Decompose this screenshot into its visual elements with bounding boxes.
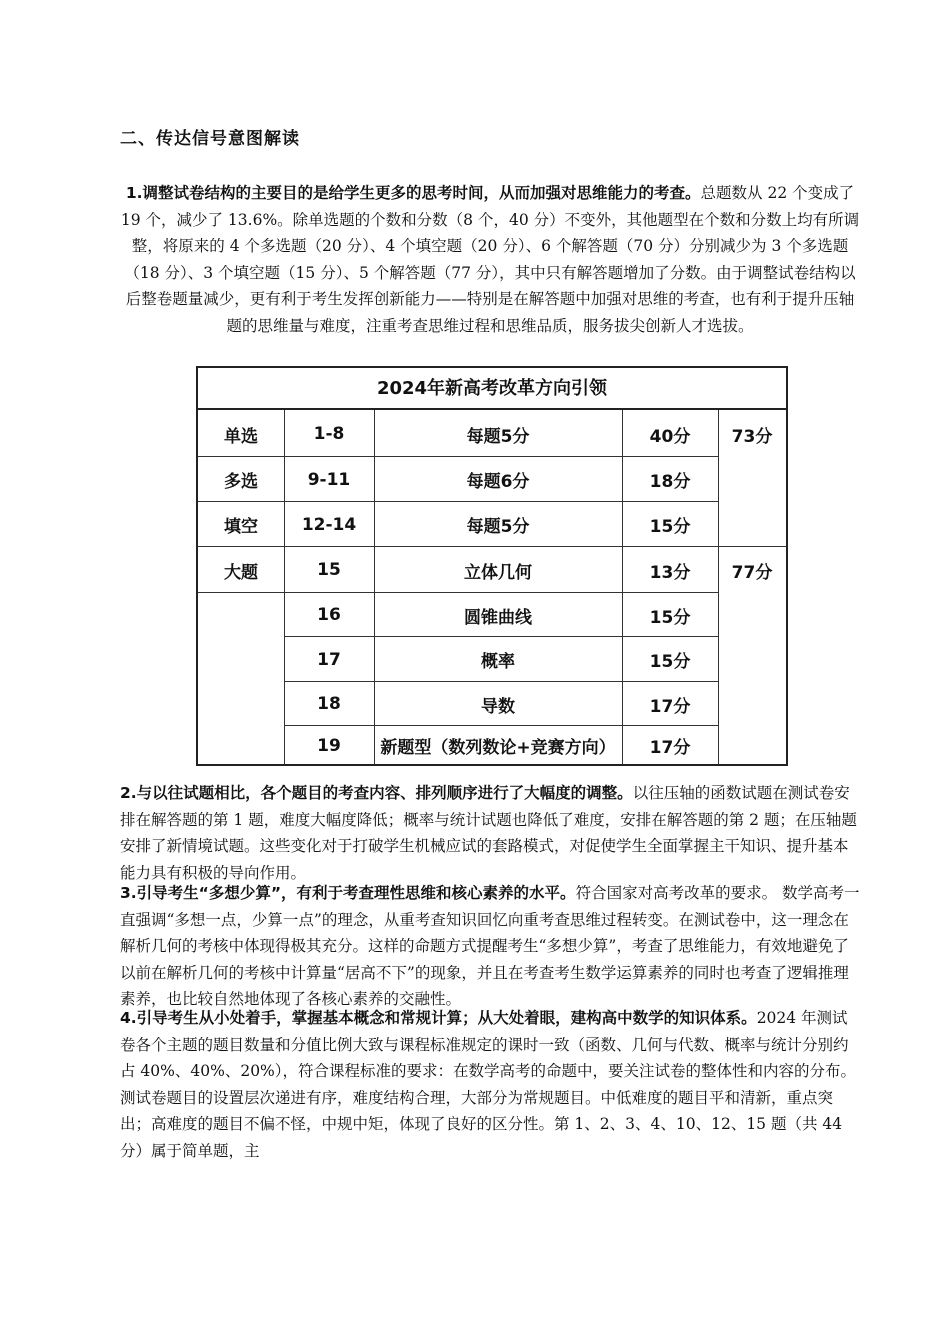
- table-cell-range: 17: [317, 649, 341, 670]
- paragraph-2-body: 以往压轴的函数试题在测试卷安排在解答题的第 1 题，难度大幅度降低；概率与统计试题也降低了难度，安排在解答题的第 2 题；在压轴题安排了新情境试题。这些变化对于打破学生机械应试的套路模式，对促使学生全面掌握主干知识、提升基本能力具有积极的导向作用。: [120, 784, 857, 882]
- paragraph-3-body: 符合国家对高考改革的要求。 数学高考一直强调“多想一点，少算一点”的理念，从重考查知识回忆向重考查思维过程转变。在测试卷中，这一理念在解析几何的考核中体现得极其充分。这样的命题方式提醒考生“多想少算”，考查了思维能力，有效地避免了以前在解析几何的考核中计算量“居高不下”的现象，并且在考查考生数学运算素养的同时也考查了逻辑推理素养，也比较自然地体现了各核心素养的交融性。: [120, 884, 860, 1008]
- table-cell-score: 13分: [649, 562, 691, 583]
- paragraph-4-lead: 4.引导考生从小处着手，掌握基本概念和常规计算；从大处着眼，建构高中数学的知识体系。: [120, 1009, 757, 1027]
- paragraph-1-lead: 1.调整试卷结构的主要目的是给学生更多的思考时间，从而加强对思维能力的考查。: [125, 184, 701, 202]
- table-cell-type: [198, 638, 284, 681]
- table-cell-type: 多选: [224, 472, 258, 492]
- table-cell-range: 15: [317, 560, 341, 580]
- paragraph-3: [120, 880, 860, 1013]
- table-cell-desc: 立体几何: [464, 562, 532, 583]
- table-cell-score: 18分: [649, 472, 691, 492]
- table-cell-desc: 导数: [481, 696, 515, 717]
- table-cell-desc: 每题6分: [466, 472, 530, 492]
- table-cell-score: 17分: [649, 696, 691, 717]
- table-cell-score: 17分: [649, 738, 691, 758]
- paragraph-4-body: 2024 年测试卷各个主题的题目数量和分值比例大致与课程标准规定的课时一致（函数、几何与代数、概率与统计分别约占 40%、40%、20%），符合课程标准的要求：在数学高考的命题中，要关注试卷的整体性和内容的分布。测试卷题目的设置层次递进有序，难度结构合理，大部分为常规题目。中低难度的题目平和清新，重点突出；高难度的题目不偏不怪，中规中矩，体现了良好的区分性。第 1、2、3、4、10、12、15 题（共 44 分）属于简单题，主: [120, 1009, 857, 1160]
- table-total-part1: 73分: [731, 426, 773, 447]
- table-cell-type: [198, 683, 284, 725]
- table-cell-type: [198, 727, 284, 764]
- table-cell-desc: 概率: [481, 652, 515, 672]
- table-cell-score: 15分: [649, 517, 691, 537]
- table-cell-range: 18: [317, 694, 341, 714]
- table-cell-desc: 每题5分: [466, 426, 530, 447]
- paragraph-1: [120, 180, 860, 339]
- paragraph-1-body: 总题数从 22 个变成了 19 个，减少了 13.6%。除单选题的个数和分数（8 个，40 分）不变外，其他题型在个数和分数上均有所调整，将原来的 4 个多选题（20 分）、4 个填空题（20 分）、6 个解答题（70 分）分别减少为 3 个多选题（18 分）、3 个填空题（15 分）、5 个解答题（77 分），其中只有解答题增加了分数。由于调整试卷结构以后整卷题量减少，更有利于考生发挥创新能力——特别是在解答题中加强对思维的考查，也有利于提升压轴题的思维量与难度，注重考查思维过程和思维品质，服务拔尖创新人才选拔。: [120, 184, 860, 335]
- table-cell-range: 16: [317, 605, 341, 625]
- table-cell-type: 大题: [224, 563, 258, 583]
- table-cell-desc: 圆锥曲线: [464, 607, 532, 628]
- paragraph-4: [120, 1005, 860, 1164]
- table-cell-type: 单选: [224, 426, 258, 447]
- table-cell-type: 填空: [224, 517, 258, 537]
- table-total-part2: 77分: [731, 562, 773, 583]
- paragraph-3-lead: 3.引导考生“多想少算”，有利于考查理性思维和核心素养的水平。: [120, 884, 576, 902]
- table-cell-type: [198, 594, 284, 636]
- table-cell-desc: 每题5分: [466, 517, 530, 537]
- section-heading: 二、传达信号意图解读: [120, 129, 300, 149]
- table-cell-desc: 新题型（数列数论+竞赛方向）: [380, 738, 616, 758]
- table-cell-score: 40分: [649, 426, 691, 447]
- table-cell-range: 19: [317, 735, 341, 756]
- table-cell-range: 1-8: [313, 424, 345, 444]
- table-title: 2024年新高考改革方向引领: [198, 368, 786, 410]
- paragraph-2: [120, 780, 860, 886]
- table-cell-score: 15分: [649, 607, 691, 628]
- table-cell-range: 9-11: [307, 469, 351, 490]
- table-cell-score: 15分: [649, 652, 691, 672]
- paragraph-2-lead: 2.与以往试题相比，各个题目的考查内容、排列顺序进行了大幅度的调整。: [120, 784, 633, 802]
- exam-structure-table: [196, 366, 788, 766]
- table-cell-range: 12-14: [301, 514, 357, 535]
